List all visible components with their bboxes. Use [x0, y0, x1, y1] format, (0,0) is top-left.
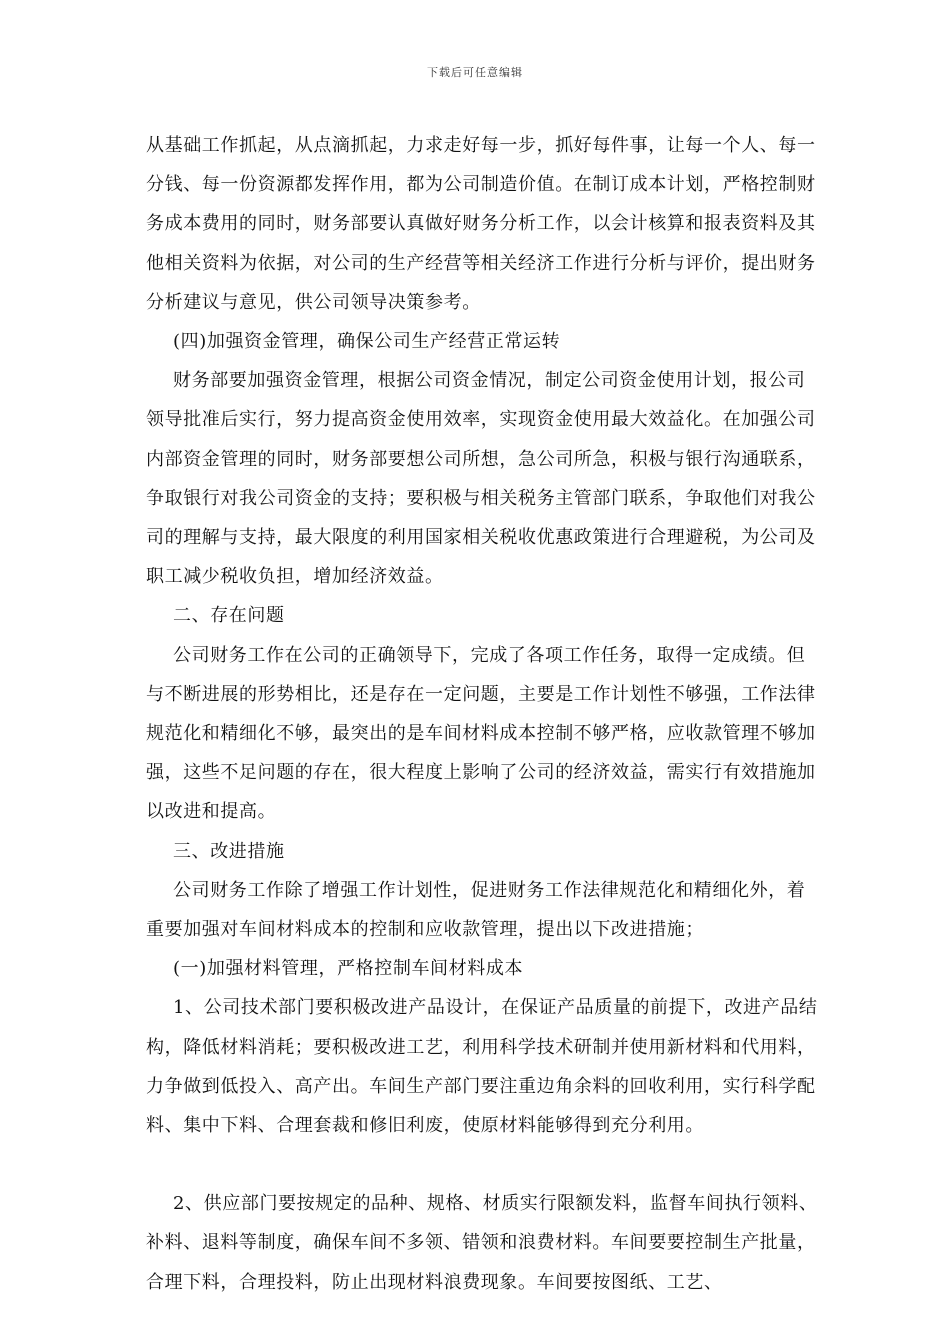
paragraph-item-2: 2、供应部门要按规定的品种、规格、材质实行限额发料，监督车间执行领料、补料、退料等制度，确保车间不多领、错领和浪费材料。车间要要控制生产批量，合理下料，合理投料，防止出现材料浪费现象。车间要按图纸、工艺、: [146, 1193, 818, 1293]
paragraph-problems: 公司财务工作在公司的正确领导下，完成了各项工作任务，取得一定成绩。但与不断进展的形势相比，还是存在一定问题，主要是工作计划性不够强，工作法律规范化和精细化不够，最突出的是车间材料成本控制不够严格，应收款管理不够加强，这些不足问题的存在，很大程度上影响了公司的经济效益，需实行有效措施加以改进和提高。: [146, 644, 816, 823]
paragraph-continuation: 从基础工作抓起，从点滴抓起，力求走好每一步，抓好每件事，让每一个人、每一分钱、每一份资源都发挥作用，都为公司制造价值。在制订成本计划，严格控制财务成本费用的同时，财务部要认真做好财务分析工作，以会计核算和报表资料及其他相关资料为依据，对公司的生产经营等相关经济工作进行分析与评价，提出财务分析建议与意见，供公司领导决策参考。: [146, 135, 816, 313]
paragraph-spacer: [146, 1145, 822, 1184]
section-heading-4: (四)加强资金管理，确保公司生产经营正常运转: [173, 331, 561, 353]
section-heading-problems: 二、存在问题: [173, 605, 285, 627]
paragraph-item-1: 1、公司技术部门要积极改进产品设计，在保证产品质量的前提下，改进产品结构，降低材料消耗；要积极改进工艺，利用科学技术研制并使用新材料和代用料，力争做到低投入、高产出。车间生产部门要注重边角余料的回收利用，实行科学配料、集中下料、合理套裁和修旧利废，使原材料能够得到充分利用。: [146, 997, 818, 1137]
section-heading-1: (一)加强材料管理，严格控制车间材料成本: [173, 958, 524, 980]
section-heading-improvements: 三、改进措施: [173, 840, 285, 862]
paragraph-fund-management: 财务部要加强资金管理，根据公司资金情况，制定公司资金使用计划，报公司领导批准后实行，努力提高资金使用效率，实现资金使用最大效益化。在加强公司内部资金管理的同时，财务部要想公司所想，急公司所急，积极与银行沟通联系，争取银行对我公司资金的支持；要积极与相关税务主管部门联系，争取他们对我公司的理解与支持，最大限度的利用国家相关税收优惠政策进行合理避税，为公司及职工减少税收负担，增加经济效益。: [146, 370, 816, 588]
page-header: 下载后可任意编辑: [427, 66, 523, 79]
document-body: [146, 126, 822, 1302]
paragraph-improvements-intro: 公司财务工作除了增强工作计划性，促进财务工作法律规范化和精细化外，着重要加强对车间材料成本的控制和应收款管理，提出以下改进措施；: [146, 879, 806, 941]
